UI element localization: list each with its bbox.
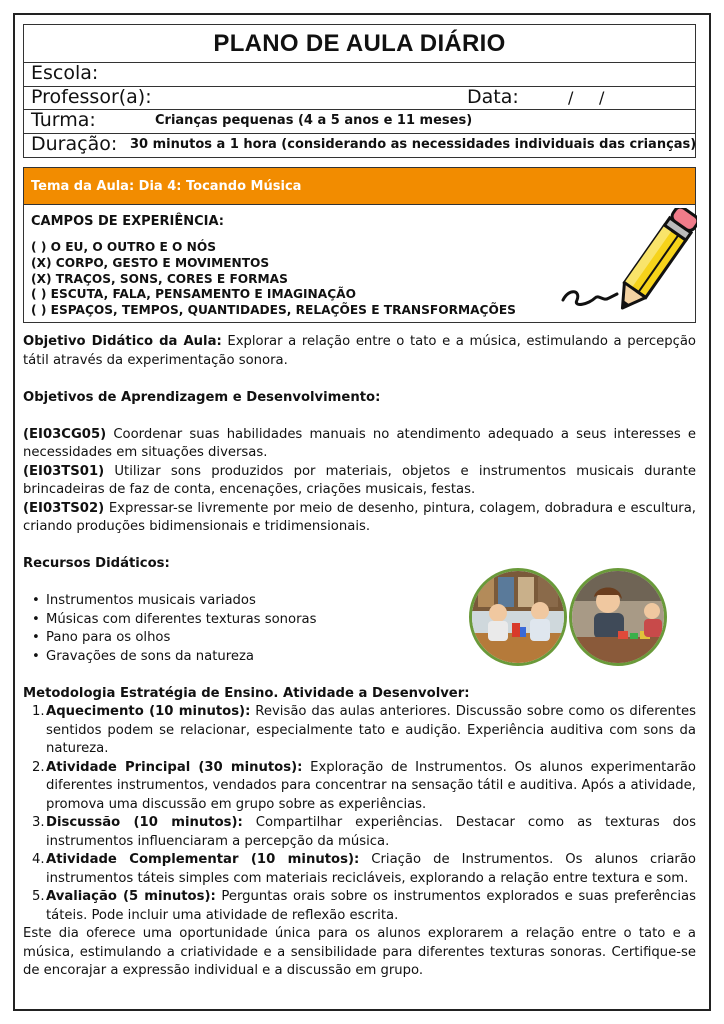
date-slash: / — [599, 87, 605, 107]
duracao-label: Duração: — [31, 132, 118, 155]
objective-text: Expressar-se livremente por meio de desenho, pintura, colagem, dobradura e escultura, criando produções bidimensionais e tridimensionais. — [23, 500, 696, 534]
list-item: • Instrumentos musicais variados — [32, 592, 696, 611]
step-label: Discussão (10 minutos): — [46, 815, 243, 830]
objective-text: Coordenar suas habilidades manuais no atendimento adequado a seus interesses e necessidades em situações diversas. — [23, 426, 696, 460]
objective-text: Utilizar sons produzidos por materiais, objetos e instrumentos musicais durante brincadeiras de faz de conta, encenações, criações musicais, festas. — [23, 463, 696, 497]
step-number: 4. — [32, 852, 45, 867]
classroom-photo — [469, 568, 567, 666]
campos-title: CAMPOS DE EXPERIÊNCIA: — [31, 214, 225, 229]
theme-box — [23, 167, 696, 323]
list-item — [23, 814, 696, 851]
turma-label: Turma: — [31, 109, 96, 131]
professor-row — [24, 87, 695, 111]
objective-code: (EI03CG05) — [23, 426, 107, 442]
step-text: Exploração de Instrumentos. Os alunos experimentarão diferentes instrumentos, vendados para concentrar na sensação tátil e auditiva. Após a atividade, promova uma discussão em grupo sobre as experiências. — [46, 759, 697, 812]
data-label: Data: — [467, 85, 519, 108]
page-title: PLANO DE AULA DIÁRIO — [24, 25, 695, 63]
campo-item: (X) CORPO, GESTO E MOVIMENTOS — [31, 255, 270, 270]
list-item: • Músicas com diferentes texturas sonoras — [32, 611, 696, 630]
step-label: Avaliação (5 minutos): — [46, 889, 216, 904]
step-label: Atividade Complementar (10 minutos): — [46, 852, 360, 867]
objective-item — [23, 500, 696, 537]
objective-item — [23, 463, 696, 500]
pencil-icon — [559, 208, 697, 318]
list-item — [23, 759, 696, 815]
objective-code: (EI03TS01) — [23, 463, 105, 479]
objective-code: (EI03TS02) — [23, 500, 105, 516]
theme-bar: Tema da Aula: Dia 4: Tocando Música — [24, 168, 695, 205]
classroom-photo — [569, 568, 667, 666]
list-item: • Gravações de sons da natureza — [32, 648, 696, 667]
step-label: Atividade Principal (30 minutos): — [46, 759, 303, 775]
turma-value: Crianças pequenas (4 a 5 anos e 11 meses) — [155, 113, 473, 128]
objetivo-text: Explorar a relação entre o tato e a música, estimulando a percepção tátil através da experimentação sonora. — [23, 334, 696, 368]
escola-label: Escola: — [31, 62, 99, 84]
classroom-photos — [469, 568, 669, 668]
step-number: 1. — [32, 704, 45, 719]
campo-item: ( ) ESPAÇOS, TEMPOS, QUANTIDADES, RELAÇÕES E TRANSFORMAÇÕES — [31, 303, 516, 318]
campo-item: ( ) ESCUTA, FALA, PENSAMENTO E IMAGINAÇÃO — [31, 287, 356, 302]
objetivo-label: Objetivo Didático da Aula: — [23, 334, 222, 349]
recursos-heading: Recursos Didáticos: — [23, 556, 170, 571]
list-item — [23, 703, 696, 759]
turma-row — [24, 110, 695, 134]
objetivo-paragraph — [23, 333, 696, 370]
duracao-row — [24, 134, 695, 158]
step-label: Aquecimento (10 minutos): — [46, 704, 251, 719]
campo-item: ( ) O EU, O OUTRO E O NÓS — [31, 240, 216, 254]
date-slash: / — [568, 87, 574, 107]
metodologia-list — [23, 703, 696, 925]
escola-row — [24, 63, 695, 87]
step-text: Perguntas orais sobre os instrumentos explorados e suas preferências táteis. Pode incluir uma atividade de reflexão escrita. — [46, 889, 696, 923]
step-text: Criação de Instrumentos. Os alunos criarão instrumentos táteis simples com materiais recicláveis, explorando a relação entre textura e som. — [46, 852, 696, 886]
closing-paragraph: Este dia oferece uma oportunidade única para os alunos explorarem a relação entre o tato e a música, estimulando a criatividade e a sensibilidade para diferentes texturas sonoras. Certifique-se de encorajar a expressão individual e a discussão em grupo. — [23, 926, 696, 978]
list-item — [23, 888, 696, 925]
campo-item: (X) TRAÇOS, SONS, CORES E FORMAS — [31, 271, 288, 286]
professor-label: Professor(a): — [31, 85, 152, 108]
step-number: 5. — [32, 889, 45, 904]
list-item — [23, 851, 696, 888]
objective-item — [23, 426, 696, 463]
step-number: 3. — [32, 815, 45, 830]
list-item: • Pano para os olhos — [32, 629, 696, 648]
duracao-value: 30 minutos a 1 hora (considerando as necessidades individuais das crianças) — [130, 136, 697, 152]
metodologia-heading: Metodologia Estratégia de Ensino. Atividade a Desenvolver: — [23, 685, 470, 701]
step-text: Compartilhar experiências. Destacar como as texturas dos instrumentos influenciaram a percepção da música. — [46, 815, 696, 849]
step-text: Revisão das aulas anteriores. Discussão sobre como os diferentes sentidos podem se relacionar, especialmente tato e audição. Experiência auditiva com sons da natureza. — [46, 704, 696, 756]
campos-list — [31, 240, 516, 319]
lesson-header — [23, 24, 696, 158]
aprendizagem-heading: Objetivos de Aprendizagem e Desenvolvimento: — [23, 389, 381, 405]
step-number: 2. — [32, 759, 45, 775]
